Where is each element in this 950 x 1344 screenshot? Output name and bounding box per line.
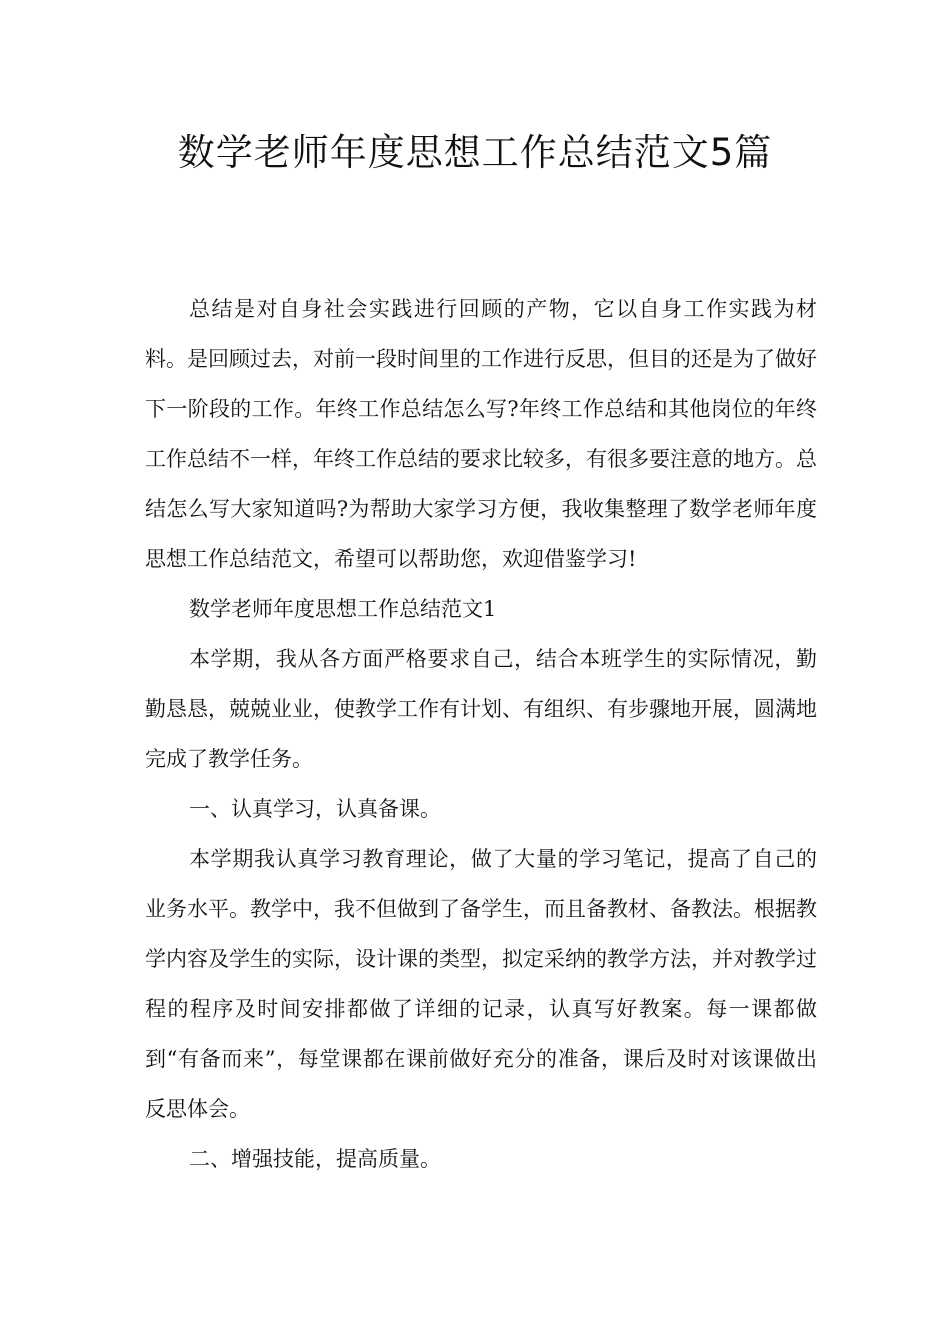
intro-paragraph: 总结是对自身社会实践进行回顾的产物，它以自身工作实践为材料。是回顾过去，对前一段时间里的工作进行反思，但目的还是为了做好下一阶段的工作。年终工作总结怎么写?年终工作总结和其他岗位的年终工作总结不一样，年终工作总结的要求比较多，有很多要注意的地方。总结怎么写大家知道吗?为帮助大家学习方便，我收集整理了数学老师年度思想工作总结范文，希望可以帮助您，欢迎借鉴学习! (145, 297, 817, 571)
sample-1-paragraph: 本学期，我从各方面严格要求自己，结合本班学生的实际情况，勤勤恳恳，兢兢业业，使教学工作有计划、有组织、有步骤地开展，圆满地完成了教学任务。 (145, 647, 817, 771)
section-heading-sample-1: 数学老师年度思想工作总结范文1 (189, 597, 497, 621)
subsection-1-paragraph: 本学期我认真学习教育理论，做了大量的学习笔记，提高了自己的业务水平。教学中，我不但做到了备学生，而且备教材、备教法。根据教学内容及学生的实际，设计课的类型，拟定采纳的教学方法，并对教学过程的程序及时间安排都做了详细的记录，认真写好教案。每一课都做到“有备而来”，每堂课都在课前做好充分的准备，课后及时对该课做出反思体会。 (145, 847, 817, 1121)
document-title: 数学老师年度思想工作总结范文5篇 (177, 131, 773, 174)
subsection-heading-1: 一、认真学习，认真备课。 (189, 797, 441, 821)
document-body (145, 284, 817, 1184)
subsection-heading-2: 二、增强技能，提高质量。 (189, 1147, 441, 1171)
